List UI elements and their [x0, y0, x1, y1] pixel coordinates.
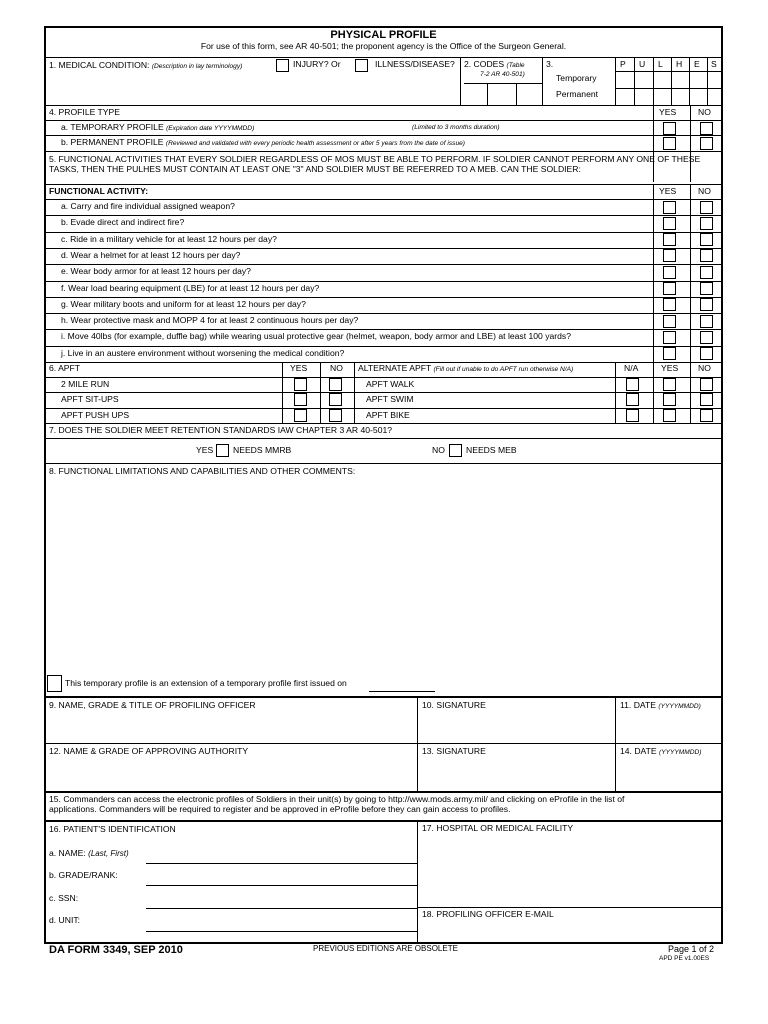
activity-yes-checkbox[interactable]	[663, 249, 676, 262]
form-id: DA FORM 3349, SEP 2010	[49, 944, 183, 956]
date-14-label: 14. DATE (YYYYMMDD)	[620, 746, 702, 756]
alt-yes-checkbox[interactable]	[663, 378, 676, 391]
patient-name-field[interactable]	[146, 863, 417, 864]
activity-yes-checkbox[interactable]	[663, 266, 676, 279]
patient-unit-field[interactable]	[146, 931, 417, 932]
activity-label: e. Wear body armor for at least 12 hours per day?	[61, 266, 251, 277]
codes-label: 2. CODES (Table	[464, 59, 525, 69]
activity-no-checkbox[interactable]	[700, 201, 713, 214]
alt-apft-event-label: APFT SWIM	[366, 394, 414, 404]
codes-hint: 7-2 AR 40-501)	[480, 71, 525, 78]
activity-no-checkbox[interactable]	[700, 298, 713, 311]
alt-apft-event-label: APFT WALK	[366, 379, 415, 389]
apft-no-checkbox[interactable]	[329, 393, 342, 406]
alt-yes-checkbox[interactable]	[663, 393, 676, 406]
profile-yes-header: YES	[659, 107, 677, 117]
patient-unit-label: d. UNIT:	[49, 915, 81, 925]
patient-ssn-field[interactable]	[146, 908, 417, 909]
first-issued-date-field[interactable]	[369, 691, 435, 692]
signature-13-label: 13. SIGNATURE	[422, 746, 486, 756]
apft-yes-header: YES	[290, 363, 308, 373]
patient-grade-label: b. GRADE/RANK:	[49, 870, 118, 880]
activity-label: b. Evade direct and indirect fire?	[61, 217, 185, 228]
activity-no-checkbox[interactable]	[700, 233, 713, 246]
alt-na-checkbox[interactable]	[626, 393, 639, 406]
needs-meb-checkbox[interactable]	[449, 444, 462, 457]
illness-checkbox[interactable]	[355, 59, 368, 72]
retention-no-label: NO	[432, 445, 445, 455]
medical-condition-label: 1. MEDICAL CONDITION: (Description in lay terminology)	[49, 60, 243, 70]
alt-no-checkbox[interactable]	[700, 409, 713, 422]
apft-label: 6. APFT	[49, 363, 81, 373]
activity-label: h. Wear protective mask and MOPP 4 for at least 2 continuous hours per day?	[61, 315, 359, 326]
activity-yes-header: YES	[659, 186, 677, 196]
permanent-yes-checkbox[interactable]	[663, 137, 676, 150]
needs-meb-label: NEEDS MEB	[466, 445, 517, 455]
patient-ssn-label: c. SSN:	[49, 893, 79, 903]
temporary-profile-row: a. TEMPORARY PROFILE (Expiration date YYYYMMDD)	[61, 122, 255, 132]
alt-yes-checkbox[interactable]	[663, 409, 676, 422]
patient-grade-field[interactable]	[146, 885, 417, 886]
obsolete-note: PREVIOUS EDITIONS ARE OBSOLETE	[313, 944, 458, 953]
needs-mmrb-checkbox[interactable]	[216, 444, 229, 457]
illness-label: ILLNESS/DISEASE?	[375, 59, 455, 69]
signature-10-label: 10. SIGNATURE	[422, 700, 486, 710]
date-11-label: 11. DATE (YYYYMMDD)	[620, 700, 701, 710]
apft-no-checkbox[interactable]	[329, 409, 342, 422]
activity-no-checkbox[interactable]	[700, 266, 713, 279]
apft-yes-checkbox[interactable]	[294, 378, 307, 391]
activity-no-header: NO	[698, 186, 711, 196]
alt-no-checkbox[interactable]	[700, 378, 713, 391]
activity-yes-checkbox[interactable]	[663, 315, 676, 328]
retention-yes-label: YES	[196, 445, 214, 455]
functional-activity-header: FUNCTIONAL ACTIVITY:	[49, 186, 149, 196]
activity-no-checkbox[interactable]	[700, 331, 713, 344]
pulhes-s: S	[711, 59, 717, 69]
apft-event-label: APFT SIT-UPS	[61, 394, 119, 404]
permanent-profile-row: b. PERMANENT PROFILE (Reviewed and validated with every periodic health assessment or after 5 years from the date of issue)	[61, 137, 465, 147]
activity-label: j. Live in an austere environment without worsening the medical condition?	[61, 347, 345, 358]
apft-event-label: 2 MILE RUN	[61, 379, 110, 389]
profile-type-label: 4. PROFILE TYPE	[49, 107, 121, 117]
activity-no-checkbox[interactable]	[700, 282, 713, 295]
pulhes-p: P	[620, 59, 626, 69]
apft-no-header: NO	[330, 363, 343, 373]
patient-identification-label: 16. PATIENT'S IDENTIFICATION	[49, 824, 176, 834]
temporary-limit: (Limited to 3 months duration)	[412, 124, 500, 131]
alt-no-header: NO	[698, 363, 711, 373]
alt-na-checkbox[interactable]	[626, 378, 639, 391]
injury-checkbox[interactable]	[276, 59, 289, 72]
activity-no-checkbox[interactable]	[700, 249, 713, 262]
activity-yes-checkbox[interactable]	[663, 331, 676, 344]
alt-apft-event-label: APFT BIKE	[366, 410, 410, 420]
needs-mmrb-label: NEEDS MMRB	[233, 445, 292, 455]
apft-event-label: APFT PUSH UPS	[61, 410, 130, 420]
retention-question: 7. DOES THE SOLDIER MEET RETENTION STANDARDS IAW CHAPTER 3 AR 40-501?	[49, 425, 393, 435]
activity-label: c. Ride in a military vehicle for at least 12 hours per day?	[61, 233, 277, 244]
alt-no-checkbox[interactable]	[700, 393, 713, 406]
approving-authority-label: 12. NAME & GRADE OF APPROVING AUTHORITY	[49, 746, 249, 756]
permanent-label: Permanent	[556, 89, 599, 99]
functional-limitations-label: 8. FUNCTIONAL LIMITATIONS AND CAPABILITIES AND OTHER COMMENTS:	[49, 466, 356, 476]
apft-yes-checkbox[interactable]	[294, 409, 307, 422]
alt-na-checkbox[interactable]	[626, 409, 639, 422]
permanent-no-checkbox[interactable]	[700, 137, 713, 150]
alt-na-header: N/A	[624, 363, 639, 373]
version-note: APD PE v1.00ES	[659, 955, 710, 962]
activity-yes-checkbox[interactable]	[663, 298, 676, 311]
activity-yes-checkbox[interactable]	[663, 217, 676, 230]
activity-yes-checkbox[interactable]	[663, 233, 676, 246]
activity-yes-checkbox[interactable]	[663, 201, 676, 214]
extension-checkbox[interactable]	[47, 675, 62, 692]
temporary-label: Temporary	[556, 73, 597, 83]
pulhes-l: L	[658, 59, 663, 69]
activity-no-checkbox[interactable]	[700, 315, 713, 328]
activity-label: g. Wear military boots and uniform for at least 12 hours per day?	[61, 298, 306, 309]
form-subtitle: For use of this form, see AR 40-501; the proponent agency is the Office of the Surgeon General.	[200, 41, 567, 51]
activity-no-checkbox[interactable]	[700, 347, 713, 360]
pulhes-u: U	[639, 59, 646, 69]
profile-no-header: NO	[698, 107, 711, 117]
extension-label: This temporary profile is an extension of a temporary profile first issued on	[65, 678, 347, 688]
profiling-officer-label: 9. NAME, GRADE & TITLE OF PROFILING OFFICER	[49, 700, 256, 710]
alternate-apft-label: ALTERNATE APFT (Fill out if unable to do APFT run otherwise N/A)	[358, 363, 574, 373]
injury-label: INJURY? Or	[293, 59, 341, 69]
activity-no-checkbox[interactable]	[700, 217, 713, 230]
patient-name-label: a. NAME: (Last, First)	[49, 848, 129, 858]
activity-label: a. Carry and fire individual assigned weapon?	[61, 201, 235, 211]
comments-area[interactable]	[50, 480, 718, 670]
page-number: Page 1 of 2	[668, 944, 715, 954]
commanders-note: 15. Commanders can access the electronic profiles of Soldiers in their unit(s) by going to http://www.mods.army.mil/ and clicking on eProfile in the list of applications. Commanders will be required to register and be approved in eProfile before they can gain access to profiles.	[49, 794, 625, 814]
apft-no-checkbox[interactable]	[329, 378, 342, 391]
item3-label: 3.	[546, 59, 554, 69]
activity-label: d. Wear a helmet for at least 12 hours per day?	[61, 249, 241, 260]
officer-email-label: 18. PROFILING OFFICER E-MAIL	[422, 909, 554, 919]
physical-profile-form	[44, 26, 723, 944]
activity-yes-checkbox[interactable]	[663, 347, 676, 360]
alt-yes-header: YES	[661, 363, 679, 373]
medical-facility-label: 17. HOSPITAL OR MEDICAL FACILITY	[422, 823, 574, 833]
form-title: PHYSICAL PROFILE	[330, 29, 437, 41]
activity-label: f. Wear load bearing equipment (LBE) for at least 12 hours per day?	[61, 282, 320, 293]
pulhes-e: E	[694, 59, 700, 69]
temporary-no-checkbox[interactable]	[700, 122, 713, 135]
activity-yes-checkbox[interactable]	[663, 282, 676, 295]
apft-yes-checkbox[interactable]	[294, 393, 307, 406]
temporary-yes-checkbox[interactable]	[663, 122, 676, 135]
pulhes-h: H	[676, 59, 683, 69]
activity-label: i. Move 40lbs (for example, duffle bag) while wearing usual protective gear (helmet, weapon, body armor and LBE) at least 100 yards?	[61, 331, 572, 342]
functional-activities-intro: 5. FUNCTIONAL ACTIVITIES THAT EVERY SOLDIER REGARDLESS OF MOS MUST BE ABLE TO PERFORM. IF SOLDIER CANNOT PERFORM ANY ONE OF THESE TASKS, THEN THE PULHES MUST CONTAIN AT LEAST ONE "3" AND SOLDIER MUST BE REFERRED TO A MEB. CAN THE SOLDIER:	[49, 154, 701, 174]
